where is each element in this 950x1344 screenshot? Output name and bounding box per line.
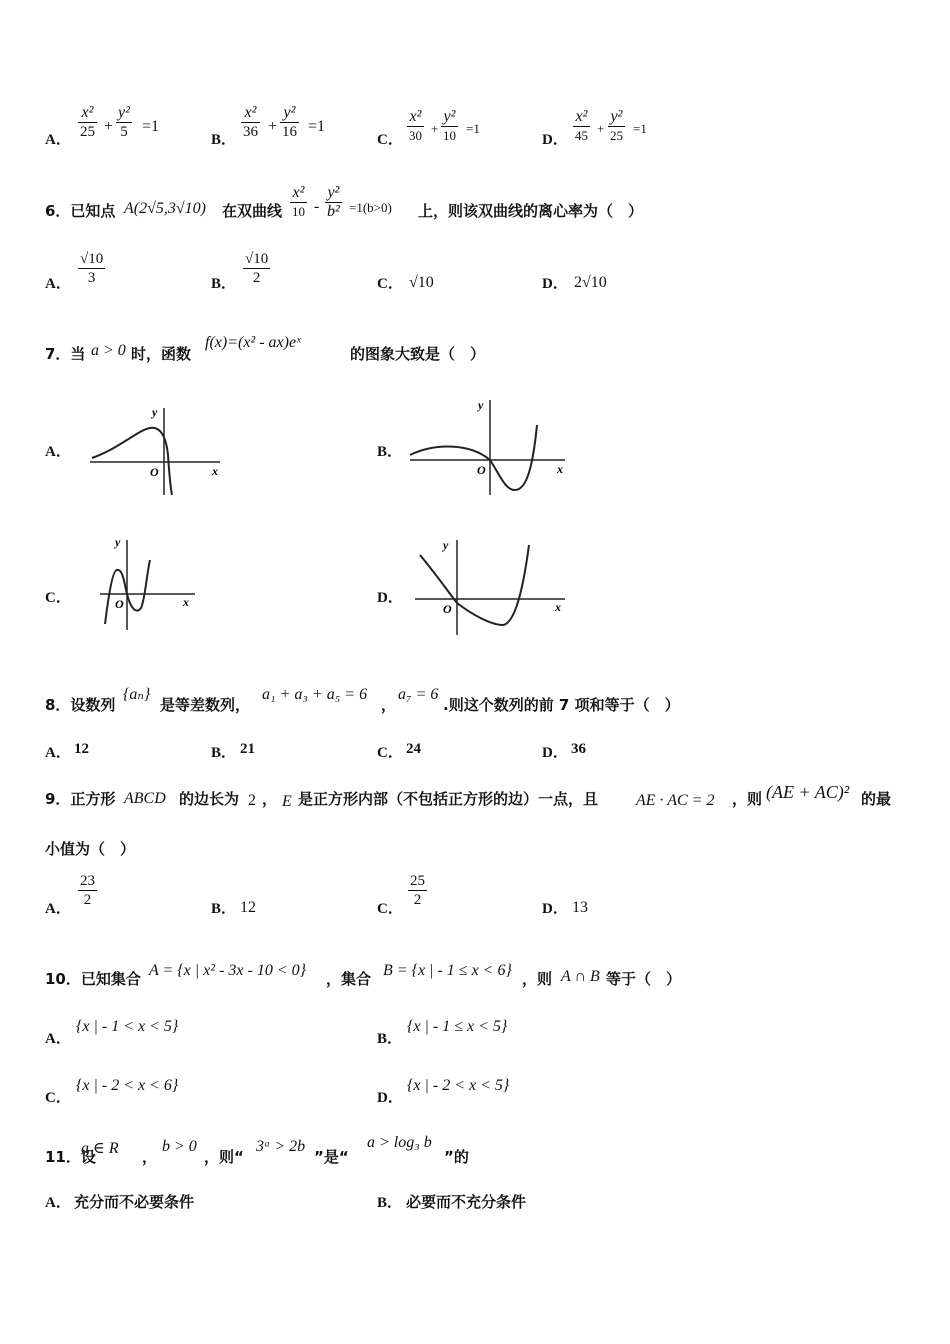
q8-eq1: a₁ + a₃ + a₅ = 6 [262,686,368,703]
q7-option-c-label: C． [45,590,71,606]
origin-label: O [150,465,159,479]
x-label: x [212,464,218,478]
q5-a-frac2: $\frac{\text{y²}}{5}$ [118,104,130,140]
curve [420,545,529,625]
origin-label: O [443,602,452,616]
q6-condition: =1(b>0) [349,200,392,215]
curve [410,425,537,490]
q5-c-frac2: y² 10 [443,108,456,143]
q9-c-frac: $\frac{25}{2}$ [410,873,425,908]
q10-set-b: B = {x | - 1 ≤ x < 6} [383,962,512,979]
q11-option-b-text: 必要而不充分条件 [406,1193,527,1211]
q7-graph-b [405,395,570,500]
q7-function: f(x)=(x² - ax)eˣ [205,334,301,351]
q9-d-value: 13 [572,899,588,916]
q11-option-a-text: 充分而不必要条件 [74,1193,195,1211]
q5-option-a-label: A． [45,132,71,148]
q10-b-value: {x | - 1 ≤ x < 5} [407,1018,508,1035]
q6-point: A(2√5,3√10) [124,200,206,217]
q6-option-a-label: A． [45,276,71,292]
q5-d-frac1: x² 45 [575,108,588,143]
q7-option-d-label: D． [377,590,403,606]
q9-b-value: 12 [240,899,256,916]
q6-option-c-label: C． [377,276,403,292]
q5-option-b-label: B． [211,132,237,148]
q6-frac2: $\frac{\text{y²}}{\text{b²}}$ [327,184,340,220]
origin-label: O [477,463,486,477]
q7-graph-c [95,532,200,637]
q8-option-a-value: 12 [74,741,89,757]
q5-a-frac1: $\frac{\text{x²}}{25}$ [80,104,95,140]
q6-d-value: 2√10 [574,274,607,291]
q10-c-value: {x | - 2 < x < 6} [76,1077,179,1094]
q6-c-value: √10 [409,274,434,291]
q6-frac1: x² 10 [292,184,305,219]
q10-a-value: {x | - 1 < x < 5} [76,1018,179,1035]
q9-expression: (AE + AC)² [766,782,850,802]
q6-option-b-label: B． [211,276,237,292]
q10-set-a: A = {x | x² - 3x - 10 < 0} [149,962,307,979]
q10-d-value: {x | - 2 < x < 5} [407,1077,510,1094]
q8-eq2: a₇ = 6 [398,686,439,703]
q7-option-b-label: B． [377,444,403,460]
q9-a-frac: $\frac{23}{2}$ [80,873,95,908]
q11-cond-2: a > log₃ b [367,1134,432,1151]
origin-label: O [115,597,124,611]
q5-option-d-label: D． [542,132,568,148]
q5-b-frac2: $\frac{\text{y²}}{16}$ [282,104,297,140]
q6-a-frac: $\frac{√10}{3}$ [80,251,104,286]
q7-graph-d [405,535,570,640]
x-label: x [183,595,189,609]
q5-d-frac2: y² 25 [610,108,623,143]
x-label: x [557,462,563,476]
y-label: y [115,535,121,549]
q5-c-frac1: x² 30 [409,108,422,143]
q8-option-c-value: 24 [406,741,421,757]
q11-cond-1: 3ᵃ > 2b [256,1138,306,1155]
q7-option-a-label: A． [45,444,71,460]
q8-sequence: {aₙ} [123,686,151,703]
y-label: y [152,405,158,419]
q8-option-b-value: 21 [240,741,255,757]
q7-graph-a [80,400,225,500]
q9-dot-product: AE · AC = 2 [636,792,715,809]
q6-option-d-label: D． [542,276,568,292]
q6-b-frac: $\frac{√10}{2}$ [245,251,269,286]
q8-option-d-value: 36 [571,741,586,757]
y-label: y [443,538,449,552]
q5-b-frac1: $\frac{\text{x²}}{36}$ [243,104,258,140]
y-label: y [478,398,484,412]
x-label: x [555,600,561,614]
q5-option-c-label: C． [377,132,403,148]
